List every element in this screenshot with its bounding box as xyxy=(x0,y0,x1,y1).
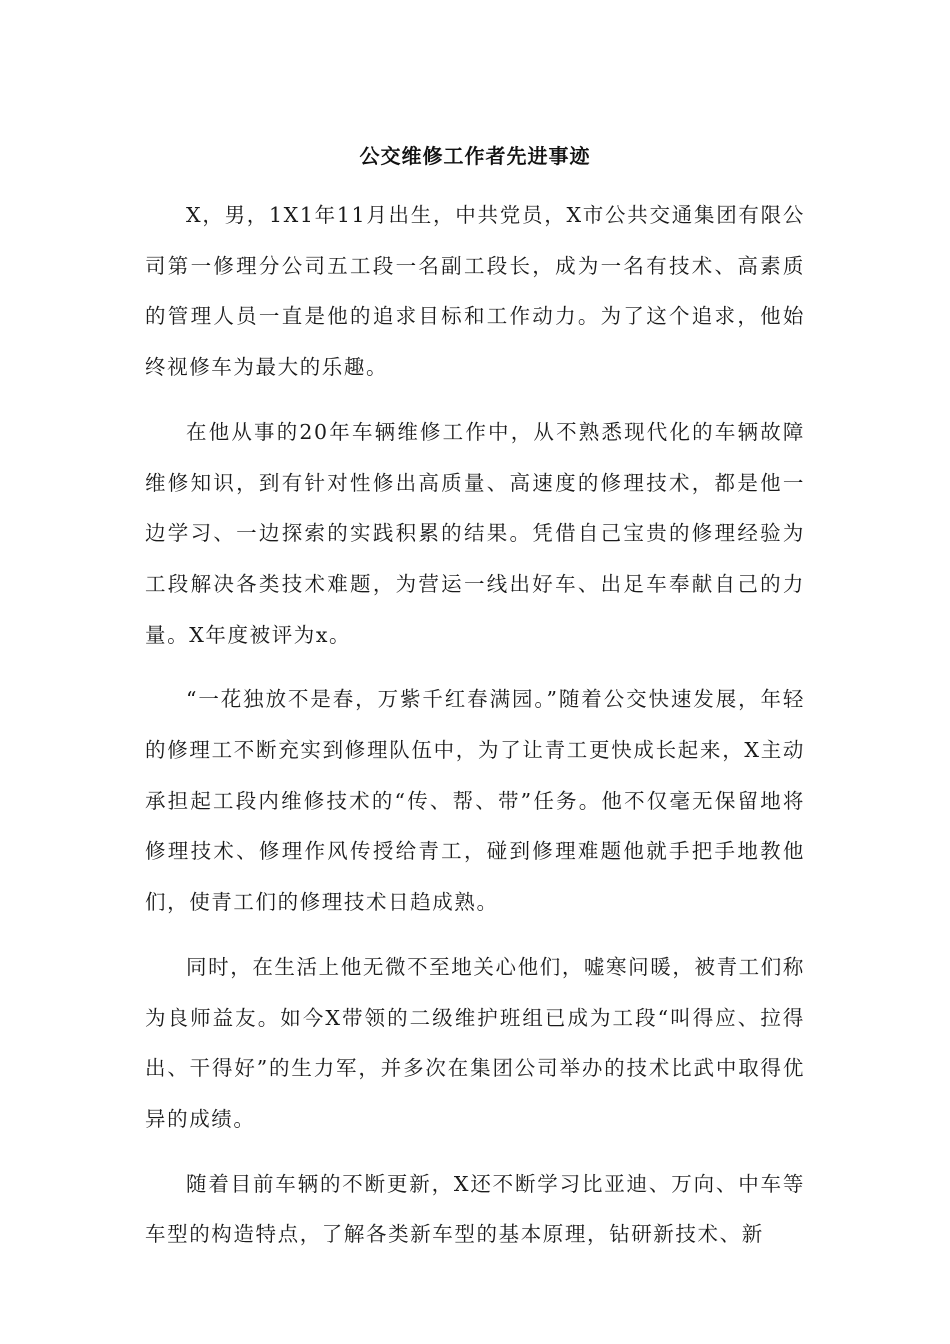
paragraph-2: 在他从事的20年车辆维修工作中，从不熟悉现代化的车辆故障维修知识，到有针对性修出高质量、高速度的修理技术，都是他一边学习、一边探索的实践积累的结果。凭借自己宝贵的修理经验为工段解决各类技术难题，为营运一线出好车、出足车奉献自己的力量。X年度被评为x。 xyxy=(145,419,805,647)
paragraph-3: “一花独放不是春，万紫千红春满园。”随着公交快速发展，年轻的修理工不断充实到修理队伍中，为了让青工更快成长起来，X主动承担起工段内维修技术的“传、帮、带”任务。他不仅毫无保留地将修理技术、修理作风传授给青工，碰到修理难题他就手把手地教他们，使青工们的修理技术日趋成熟。 xyxy=(145,687,805,915)
paragraph-4: 同时，在生活上他无微不至地关心他们，嘘寒问暖，被青工们称为良师益友。如今X带领的二级维护班组已成为工段“叫得应、拉得出、干得好”的生力军，并多次在集团公司举办的技术比武中取得优异的成绩。 xyxy=(145,954,805,1131)
paragraph-5: 随着目前车辆的不断更新，X还不断学习比亚迪、万向、中车等车型的构造特点，了解各类新车型的基本原理，钻研新技术、新 xyxy=(145,1171,805,1247)
paragraph-1: X，男，1X1年11月出生，中共党员，X市公共交通集团有限公司第一修理分公司五工段一名副工段长，成为一名有技术、高素质的管理人员一直是他的追求目标和工作动力。为了这个追求，他始终视修车为最大的乐趣。 xyxy=(145,203,805,380)
document-title: 公交维修工作者先进事迹 xyxy=(359,144,591,168)
document-body xyxy=(145,190,805,1274)
